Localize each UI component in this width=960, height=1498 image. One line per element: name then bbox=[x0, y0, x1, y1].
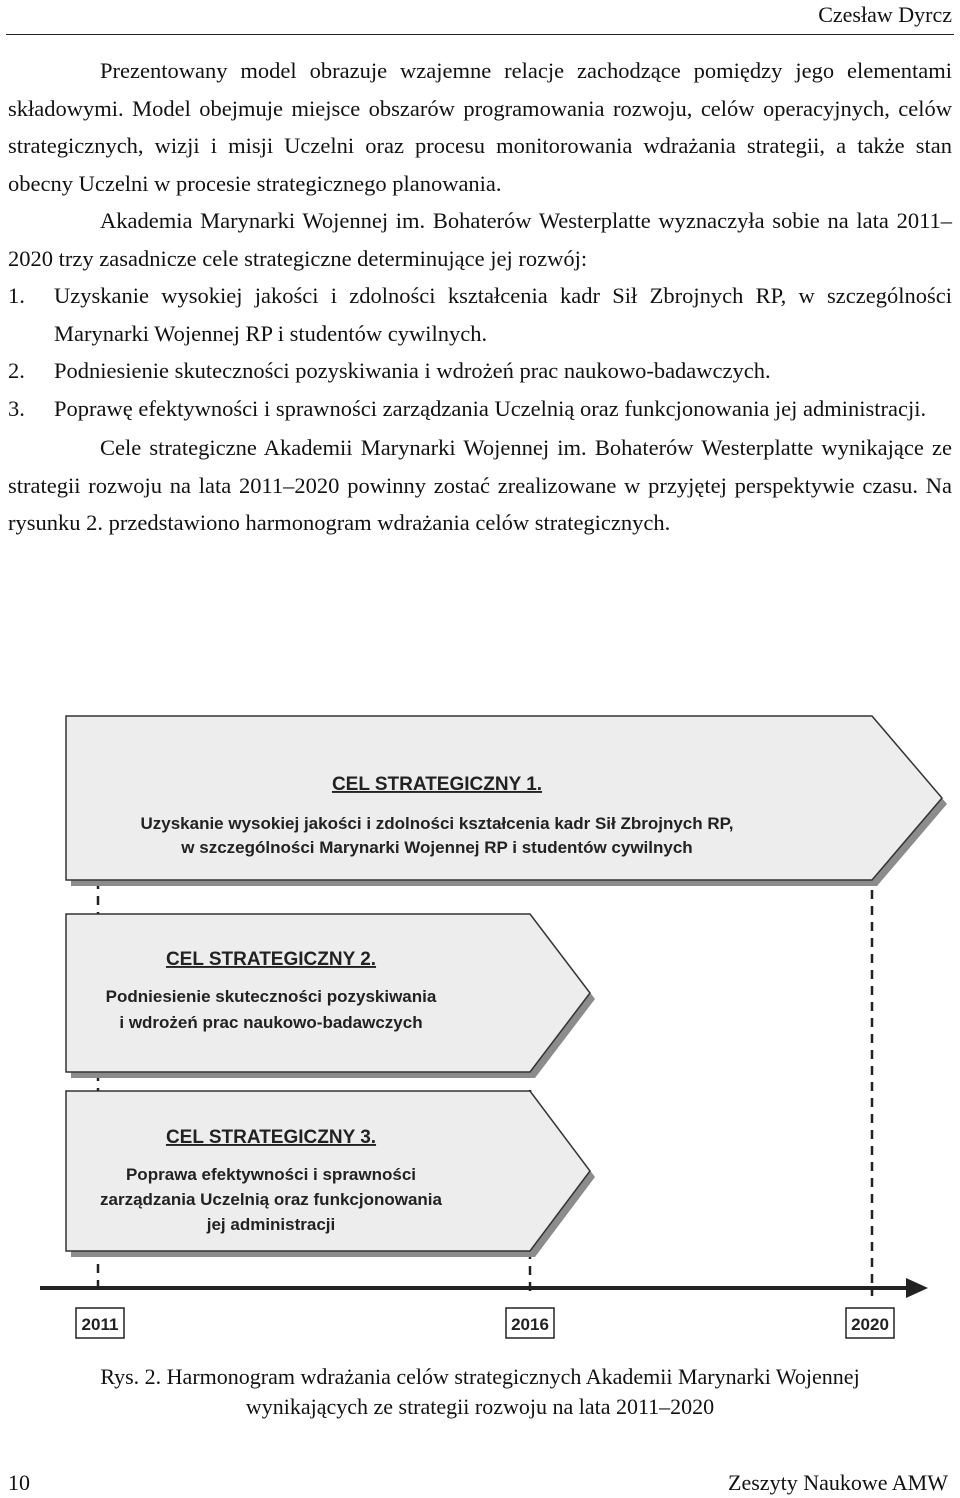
goal-2-line: Podniesienie skuteczności pozyskiwania bbox=[105, 987, 437, 1006]
goal-1-line: Uzyskanie wysokiej jakości i zdolności kształcenia kadr Sił Zbrojnych RP, bbox=[140, 814, 734, 833]
goal-3-line: Poprawa efektywności i sprawności bbox=[125, 1165, 417, 1184]
goal-2-line: i wdrożeń prac naukowo-badawczych bbox=[119, 1013, 423, 1032]
list-number: 2. bbox=[8, 358, 25, 383]
list-text: Poprawę efektywności i sprawności zarządzania Uczelnią oraz funkcjonowania jej administracji. bbox=[54, 395, 927, 421]
list-item bbox=[8, 352, 952, 390]
body-text bbox=[8, 52, 952, 542]
caption-line-2: wynikających ze strategii rozwoju na lata 2011–2020 bbox=[245, 1394, 715, 1419]
list-item bbox=[8, 277, 952, 352]
goal-3-line: jej administracji bbox=[206, 1215, 336, 1234]
year-label-2020: 2020 bbox=[851, 1315, 889, 1334]
caption-line-1: Rys. 2. Harmonogram wdrażania celów strategicznych Akademii Marynarki Wojennej bbox=[100, 1364, 860, 1389]
goal-1-line: w szczególności Marynarki Wojennej RP i studentów cywilnych bbox=[181, 838, 693, 857]
figure-caption bbox=[0, 1362, 960, 1422]
list-item bbox=[8, 390, 952, 428]
list-number: 1. bbox=[8, 283, 25, 308]
goal-3-line: zarządzania Uczelnią oraz funkcjonowania bbox=[100, 1190, 442, 1209]
goal-2-title: CEL STRATEGICZNY 2. bbox=[165, 949, 377, 970]
paragraph-1: Prezentowany model obrazuje wzajemne relacje zachodzące pomiędzy jego elementami składowymi. Model obejmuje miejsce obszarów programowania rozwoju, celów operacyjnych, celów strategicznych, wizji i misji Uczelni oraz procesu monitorowania wdrażania strategii, a także stan obecny Uczelni w procesie strategicznego planowania. bbox=[8, 58, 952, 196]
goal-1-title: CEL STRATEGICZNY 1. bbox=[331, 774, 543, 795]
list-number: 3. bbox=[8, 395, 25, 421]
year-label-2016: 2016 bbox=[511, 1315, 549, 1334]
paragraph-3: Cele strategiczne Akademii Marynarki Wojennej im. Bohaterów Westerplatte wynikające ze strategii rozwoju na lata 2011–2020 powinny zostać zrealizowane w przyjętej perspektywie czasu. Na rysunku 2. przedstawiono harmonogram wdrażania celów strategicznych. bbox=[8, 435, 952, 535]
year-label-2011: 2011 bbox=[81, 1315, 119, 1334]
schedule-figure bbox=[0, 700, 960, 1360]
goal-3-title: CEL STRATEGICZNY 3. bbox=[165, 1127, 377, 1148]
list-text: Uzyskanie wysokiej jakości i zdolności kształcenia kadr Sił Zbrojnych RP, w szczególności Marynarki Wojennej RP i studentów cywilnych. bbox=[54, 283, 952, 346]
running-header-author: Czesław Dyrcz bbox=[818, 2, 952, 27]
header-rule bbox=[6, 34, 954, 35]
paragraph-2: Akademia Marynarki Wojennej im. Bohaterów Westerplatte wyznaczyła sobie na lata 2011–2020 trzy zasadnicze cele strategiczne determinujące jej rozwój: bbox=[8, 208, 952, 271]
page-number: 10 bbox=[8, 1470, 30, 1495]
timeline-arrowhead bbox=[906, 1278, 928, 1298]
journal-name: Zeszyty Naukowe AMW bbox=[728, 1470, 948, 1495]
list-text: Podniesienie skuteczności pozyskiwania i wdrożeń prac naukowo-badawczych. bbox=[54, 358, 771, 383]
